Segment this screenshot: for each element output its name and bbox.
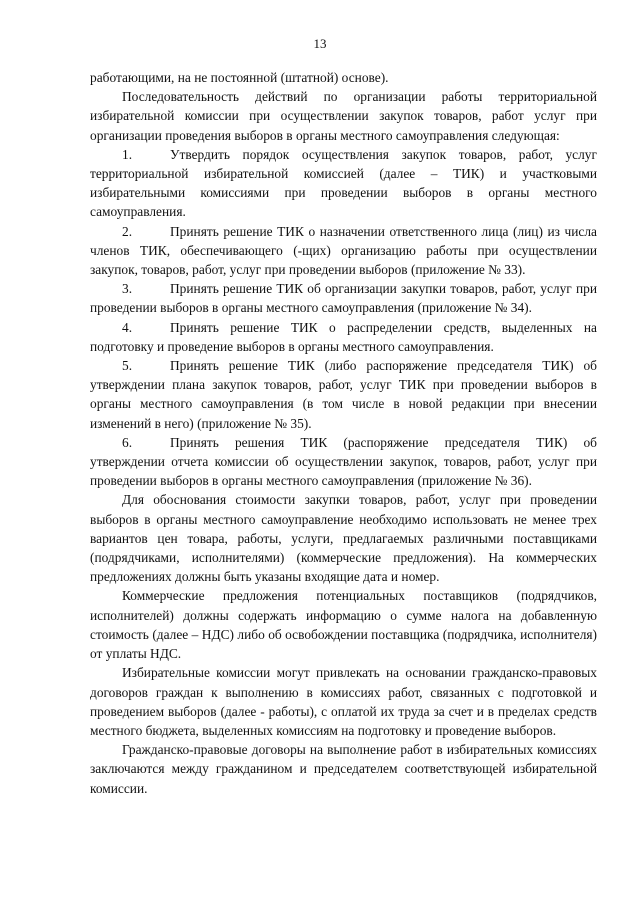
list-item-number: 1. [122, 146, 133, 162]
list-item [90, 145, 597, 222]
list-item-text: Утвердить порядок осуществления закупок товаров, работ, услуг территориальной избирательной комиссией (далее – ТИК) и участковыми избирательными комиссиями при проведении выборов в органы местного самоуправления. [90, 146, 597, 220]
list-item-text: Принять решения ТИК (распоряжение председателя ТИК) об утверждении отчета комиссии об осуществлении закупок, товаров, работ, услуг при проведении выборов в органы местного самоуправления (приложение № 36). [90, 434, 597, 489]
paragraph-vat: Коммерческие предложения потенциальных поставщиков (подрядчиков, исполнителей) должны содержать информацию о сумме налога на добавленную стоимость (далее – НДС) либо об освобождении поставщика (подрядчика, исполнителя) от уплаты НДС. [90, 588, 597, 662]
list-item [90, 318, 597, 356]
list-item [90, 222, 597, 280]
paragraph-intro: Последовательность действий по организации работы территориальной избирательной комиссии при осуществлении закупок товаров, работ услуг при организации проведения выборов в органы местного самоуправления следующая: [90, 89, 597, 143]
page-number: 13 [313, 36, 327, 51]
list-item-number: 4. [122, 319, 133, 335]
paragraph-pricing: Для обоснования стоимости закупки товаров, работ, услуг при проведении выборов в органы местного самоуправление необходимо использовать не менее трех вариантов цен товара, работы, услуги, предлагаемых различными поставщиками (подрядчиками, исполнителями) (коммерческие предложения). На коммерческих предложениях должны быть указаны входящие дата и номер. [90, 492, 597, 585]
document-body [90, 68, 597, 798]
list-item [90, 279, 597, 317]
paragraph-continuation: работающими, на не постоянной (штатной) основе). [90, 70, 389, 85]
paragraph-contracts: Избирательные комиссии могут привлекать на основании гражданско-правовых договоров граждан к выполнению в комиссиях работ, связанных с подготовкой и проведением выборов (далее - работы), с оплатой их труда за счет и в пределах средств местного бюджета, выделенных комиссиям на подготовку и проведение выборов. [90, 665, 597, 738]
list-item-number: 6. [122, 434, 133, 450]
list-item-text: Принять решение ТИК об организации закупки товаров, работ, услуг при проведении выборов в органы местного самоуправления (приложение № 34). [90, 281, 597, 316]
list-item-number: 3. [122, 281, 133, 297]
paragraph-agreements: Гражданско-правовые договоры на выполнение работ в избирательных комиссиях заключаются между гражданином и председателем соответствующей избирательной комиссии. [90, 742, 597, 796]
list-item-text: Принять решение ТИК о распределении средств, выделенных на подготовку и проведение выборов в органы местного самоуправления. [90, 319, 597, 354]
list-item [90, 356, 597, 433]
list-item [90, 433, 597, 491]
list-item-text: Принять решение ТИК (либо распоряжение председателя ТИК) об утверждении плана закупок товаров, работ, услуг ТИК при проведении выборов в органы местного самоуправления (в том числе в новой редакции при внесении изменений в него) (приложение № 35). [90, 358, 597, 431]
list-item-text: Принять решение ТИК о назначении ответственного лица (лиц) из числа членов ТИК, обеспечивающего (-щих) организацию работы при осуществлении закупок, товаров, работ, услуг при проведении выборов (приложение № 33). [90, 223, 597, 278]
list-item-number: 2. [122, 223, 133, 239]
list-item-number: 5. [122, 358, 133, 374]
